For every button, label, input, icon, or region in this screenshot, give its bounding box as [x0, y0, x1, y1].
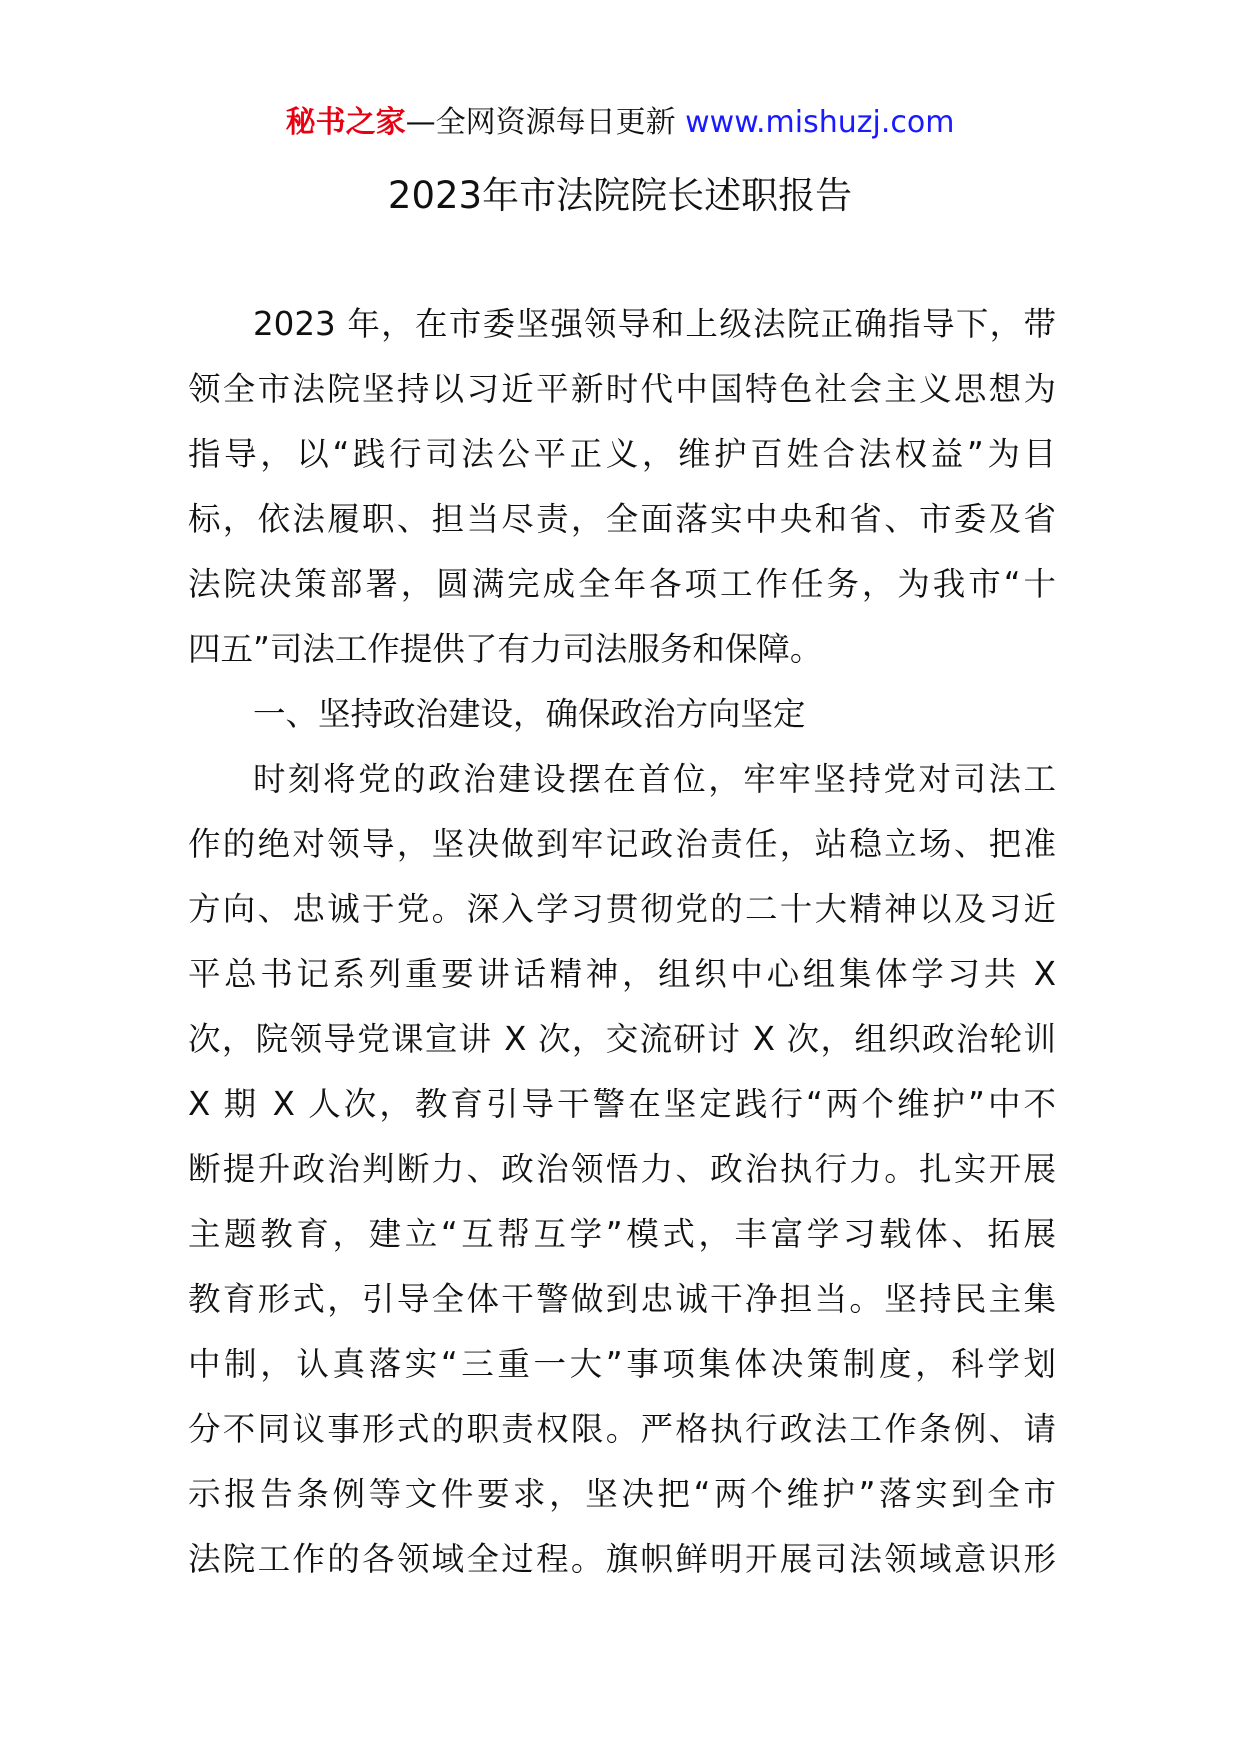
- text-line: 教育形式，引导全体干警做到忠诚干净担当。坚持民主集: [188, 1280, 1056, 1318]
- text-line: 时刻将党的政治建设摆在首位，牢牢坚持党对司法工: [253, 760, 1056, 798]
- text-line: 领全市法院坚持以习近平新时代中国特色社会主义思想为: [188, 370, 1056, 408]
- document-body: [188, 292, 1056, 1592]
- text-line: 分不同议事形式的职责权限。严格执行政法工作条例、请: [188, 1410, 1056, 1448]
- text-line: X 期 X 人次，教育引导干警在坚定践行“两个维护”中不: [188, 1085, 1056, 1123]
- text-line: 法院决策部署，圆满完成全年各项工作任务，为我市“十: [188, 565, 1056, 603]
- text-line: 2023 年，在市委坚强领导和上级法院正确指导下，带: [253, 305, 1056, 343]
- text-line: 主题教育，建立“互帮互学”模式，丰富学习载体、拓展: [188, 1215, 1056, 1253]
- text-line: 作的绝对领导，坚决做到牢记政治责任，站稳立场、把准: [188, 825, 1056, 863]
- text-line: 方向、忠诚于党。深入学习贯彻党的二十大精神以及习近: [188, 890, 1056, 928]
- document-title: 2023年市法院院长述职报告: [387, 174, 853, 217]
- text-line: 指导，以“践行司法公平正义，维护百姓合法权益”为目: [188, 435, 1056, 473]
- text-line: 平总书记系列重要讲话精神，组织中心组集体学习共 X: [188, 955, 1056, 993]
- text-line: 示报告条例等文件要求，坚决把“两个维护”落实到全市: [188, 1475, 1056, 1513]
- section-heading: 一、坚持政治建设，确保政治方向坚定: [253, 695, 806, 733]
- header-tagline: —全网资源每日更新: [405, 105, 676, 140]
- text-line: 次，院领导党课宣讲 X 次，交流研讨 X 次，组织政治轮训: [188, 1020, 1056, 1058]
- text-line: 断提升政治判断力、政治领悟力、政治执行力。扎实开展: [188, 1150, 1056, 1188]
- text-line: 四五”司法工作提供了有力司法服务和保障。: [188, 630, 823, 668]
- text-line: 法院工作的各领域全过程。旗帜鲜明开展司法领域意识形: [188, 1540, 1056, 1578]
- text-line: 标，依法履职、担当尽责，全面落实中央和省、市委及省: [188, 500, 1056, 538]
- site-url[interactable]: www.mishuzj.com: [685, 105, 955, 140]
- text-line: 中制，认真落实“三重一大”事项集体决策制度，科学划: [188, 1345, 1056, 1383]
- brand-name: 秘书之家: [285, 105, 406, 140]
- site-header: [0, 100, 1240, 146]
